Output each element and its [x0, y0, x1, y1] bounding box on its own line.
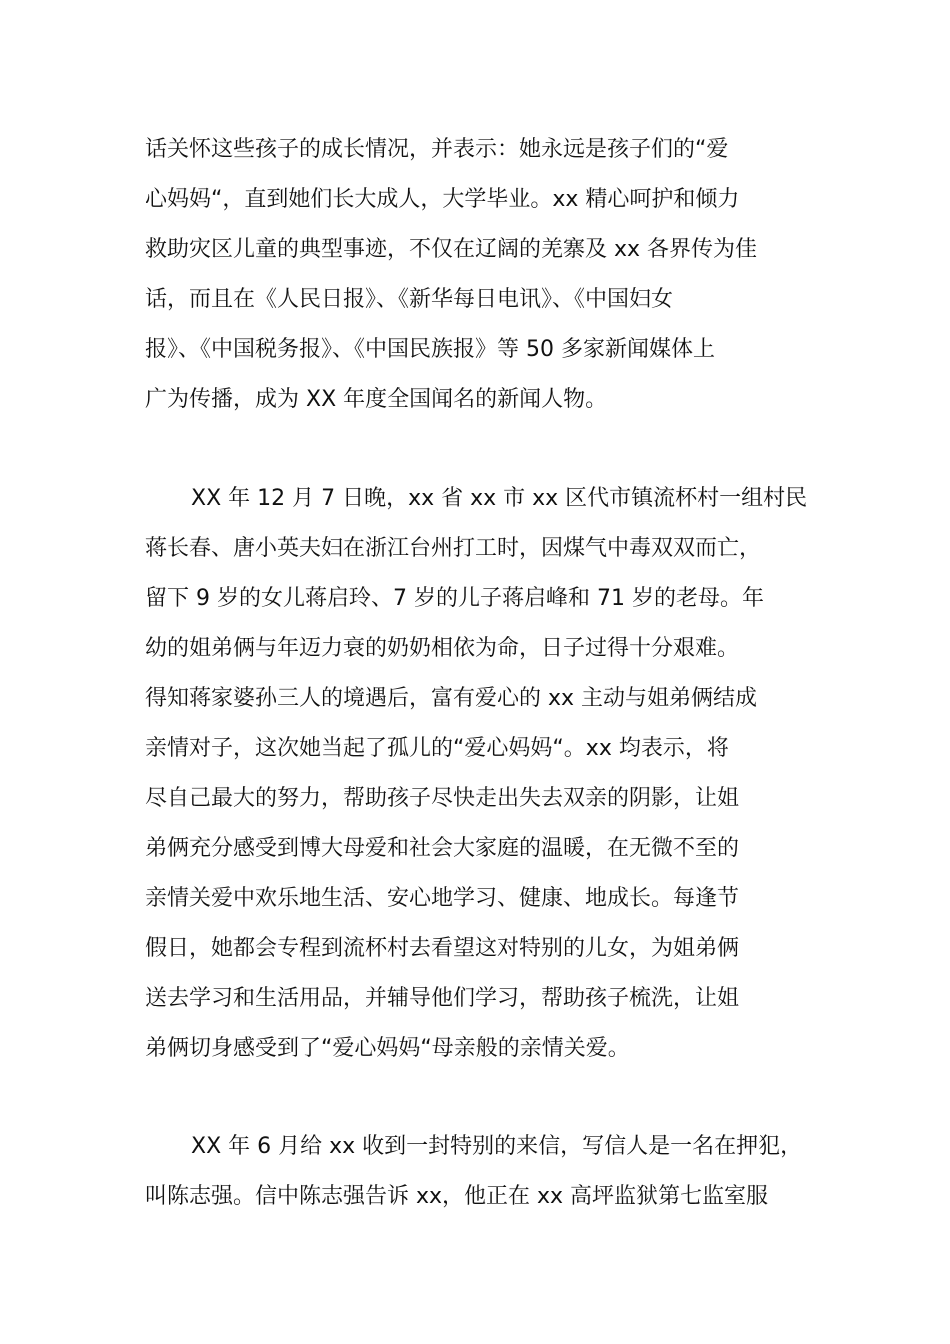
paragraph-2	[145, 474, 810, 1074]
text-line: 广为传播，成为 XX 年度全国闻名的新闻人物。	[145, 387, 608, 412]
text-line: 叫陈志强。信中陈志强告诉 xx，他正在 xx 高坪监狱第七监室服	[145, 1184, 769, 1209]
paragraph-1	[145, 125, 810, 425]
text-line: 话，而且在《人民日报》、《新华每日电讯》、《中国妇女	[145, 287, 674, 312]
text-line: 送去学习和生活用品，并辅导他们学习，帮助孩子梳洗，让姐	[145, 986, 740, 1011]
text-line: 假日，她都会专程到流杯村去看望这对特别的儿女，为姐弟俩	[145, 936, 740, 961]
text-line: 弟俩切身感受到了“爱心妈妈“母亲般的亲情关爱。	[145, 1036, 630, 1061]
text-line: 得知蒋家婆孙三人的境遇后，富有爱心的 xx 主动与姐弟俩结成	[145, 686, 758, 711]
text-line: 幼的姐弟俩与年迈力衰的奶奶相依为命，日子过得十分艰难。	[145, 636, 740, 661]
text-line: 话关怀这些孩子的成长情况，并表示：她永远是孩子们的“爱	[145, 137, 729, 162]
text-line: 蒋长春、唐小英夫妇在浙江台州打工时，因煤气中毒双双而亡，	[145, 536, 762, 561]
text-line: 报》、《中国税务报》、《中国民族报》等 50 多家新闻媒体上	[145, 337, 715, 362]
text-line: XX 年 12 月 7 日晚，xx 省 xx 市 xx 区代市镇流杯村一组村民	[191, 486, 808, 511]
text-line: 留下 9 岁的女儿蒋启玲、7 岁的儿子蒋启峰和 71 岁的老母。年	[145, 586, 764, 611]
paragraph-3	[145, 1122, 810, 1222]
text-line: 尽自己最大的努力，帮助孩子尽快走出失去双亲的阴影，让姐	[145, 786, 740, 811]
text-line: XX 年 6 月给 xx 收到一封特别的来信，写信人是一名在押犯，	[191, 1134, 803, 1159]
text-line: 弟俩充分感受到博大母爱和社会大家庭的温暖，在无微不至的	[145, 836, 740, 861]
text-line: 亲情关爱中欢乐地生活、安心地学习、健康、地成长。每逢节	[145, 886, 740, 911]
text-line: 心妈妈“，直到她们长大成人，大学毕业。xx 精心呵护和倾力	[145, 187, 740, 212]
text-line: 亲情对子，这次她当起了孤儿的“爱心妈妈“。xx 均表示，将	[145, 736, 729, 761]
text-line: 救助灾区儿童的典型事迹，不仅在辽阔的羌寨及 xx 各界传为佳	[145, 237, 758, 262]
